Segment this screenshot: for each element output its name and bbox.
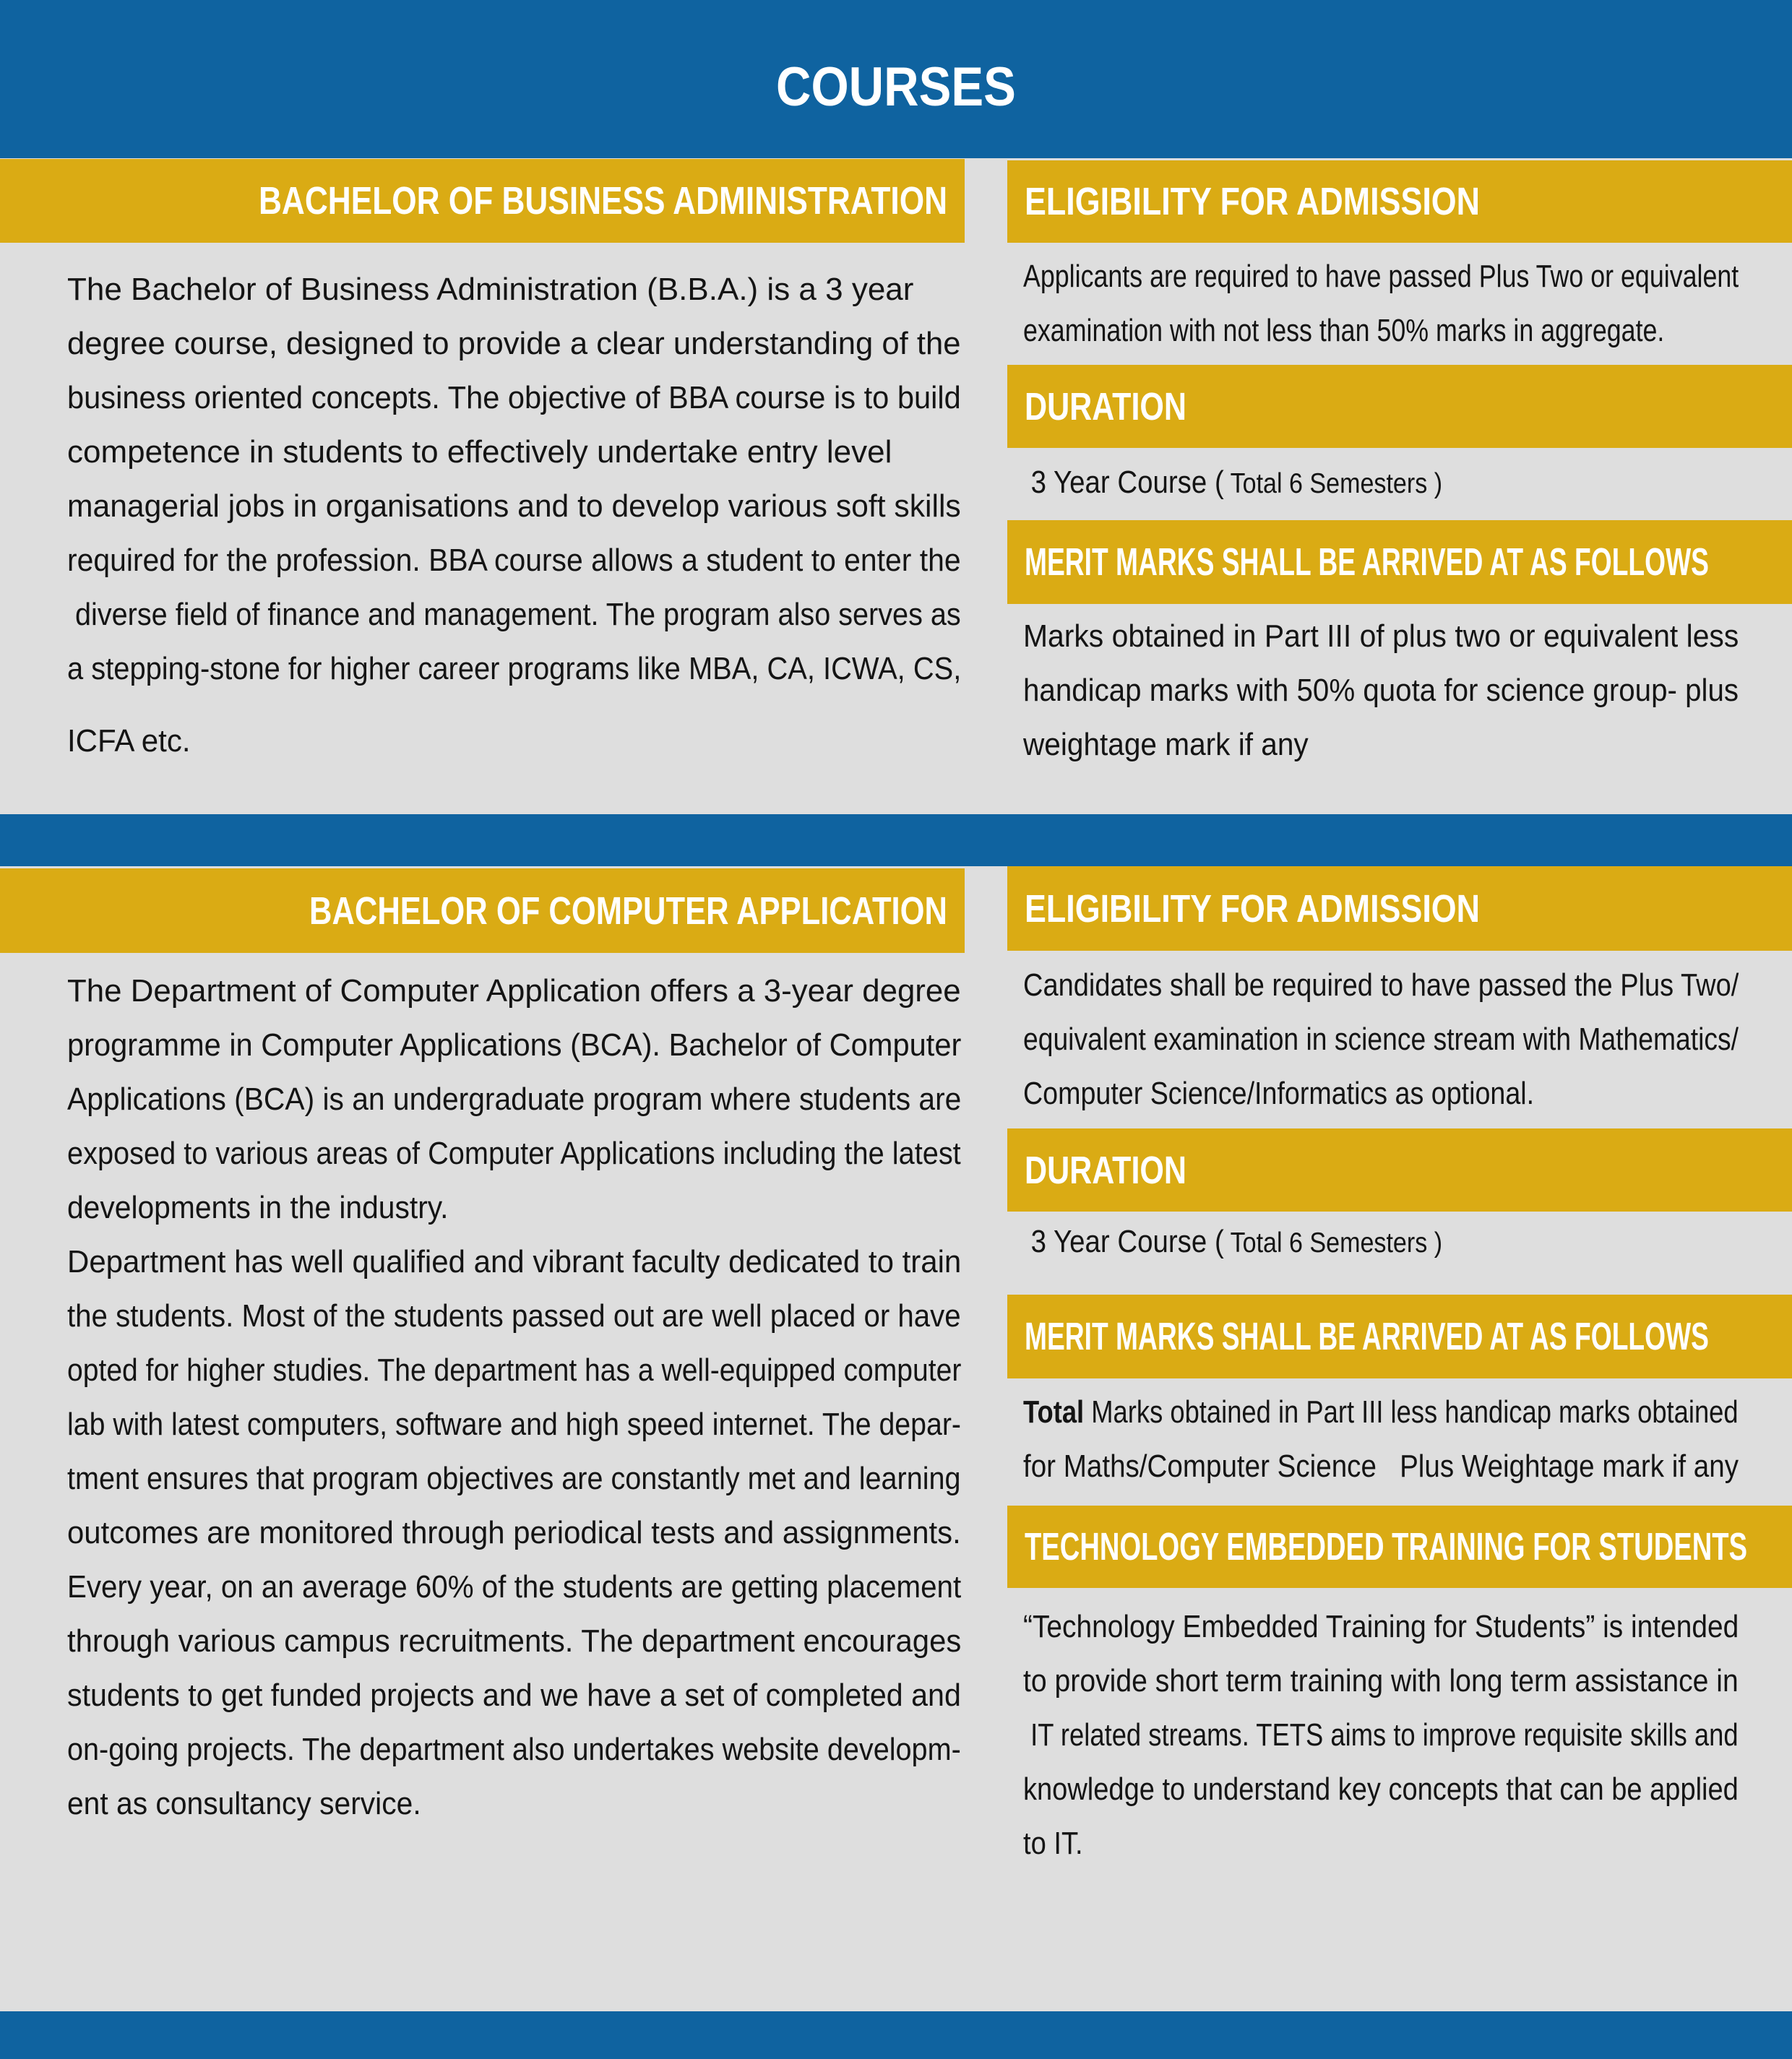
tets-heading: TECHNOLOGY EMBEDDED TRAINING FOR STUDENTS (1025, 1525, 1748, 1568)
merit-line-rest: Marks obtained in Part III less handicap marks obtained (1084, 1394, 1739, 1430)
line-text: knowledge to understand key concepts that can be applied (1023, 1771, 1739, 1807)
description-line (67, 714, 961, 768)
line-text: Every year, on an average 60% of the students are getting placement (67, 1569, 962, 1605)
eligibility-line (1023, 958, 1739, 1012)
bca-description (67, 964, 961, 1831)
line-text: Applications (BCA) is an undergraduate program where students are (67, 1082, 962, 1117)
line-text: Applicants are required to have passed Plus Two or equivalent (1023, 259, 1739, 294)
bba-eligibility-text (1023, 249, 1739, 358)
eligibility-line (1023, 1066, 1739, 1121)
description-line (67, 1560, 961, 1614)
eligibility-line (1023, 249, 1739, 303)
line-text: a stepping-stone for higher career programs like MBA, CA, ICWA, CS, (67, 651, 962, 686)
description-line (67, 964, 961, 1018)
line-text: ent as consultancy service. (67, 1786, 421, 1821)
line-text: handicap marks with 50% quota for science group- plus (1023, 673, 1739, 708)
description-line (67, 1289, 961, 1343)
line-text: “Technology Embedded Training for Students” is intended (1023, 1609, 1739, 1644)
eligibility-line (1023, 303, 1739, 358)
tets-line (1023, 1654, 1739, 1708)
description-line (67, 587, 961, 642)
description-line (67, 425, 961, 479)
eligibility-line (1023, 1012, 1739, 1066)
bba-merit-text (1023, 609, 1739, 772)
line-text: developments in the industry. (67, 1190, 449, 1225)
line-text: outcomes are monitored through periodical tests and assignments. (67, 1515, 961, 1550)
description-line (67, 533, 961, 587)
tets-line (1023, 1708, 1739, 1762)
description-line (67, 262, 961, 316)
description-line (67, 1126, 961, 1180)
bca-eligibility-heading-bar (1007, 866, 1792, 951)
description-line (67, 642, 961, 696)
bba-description (67, 262, 961, 768)
bba-eligibility-heading-bar (1007, 160, 1792, 243)
duration-value (1023, 455, 1442, 511)
merit-line (1023, 663, 1739, 717)
bca-merit-text (1023, 1385, 1739, 1493)
duration-detail: Total 6 Semesters ) (1223, 1227, 1443, 1259)
line-text: equivalent examination in science stream with Mathematics/ (1023, 1022, 1739, 1057)
tets-line (1023, 1600, 1739, 1654)
line-text (1023, 1385, 1739, 1439)
duration-heading: DURATION (1025, 1148, 1186, 1192)
line-text: required for the profession. BBA course allows a student to enter the (67, 543, 961, 578)
duration-line (1023, 455, 1442, 509)
tets-line (1023, 1762, 1739, 1816)
bba-duration-text (1023, 455, 1442, 509)
line-text: The Department of Computer Application offers a 3-year degree (67, 973, 961, 1009)
footer-band (0, 2011, 1792, 2059)
bca-eligibility-text (1023, 958, 1739, 1121)
bca-heading: BACHELOR OF COMPUTER APPLICATION (309, 889, 947, 933)
merit-heading: MERIT MARKS SHALL BE ARRIVED AT AS FOLLOWS (1025, 540, 1709, 584)
line-text: The Bachelor of Business Administration (B.B.A.) is a 3 year (67, 272, 914, 307)
description-line (67, 1235, 961, 1289)
description-line (67, 371, 961, 425)
duration-heading: DURATION (1025, 384, 1186, 428)
page-title: COURSES (776, 56, 1016, 118)
line-text: Marks obtained in Part III of plus two or equivalent less (1023, 618, 1739, 654)
tets-heading-bar (1007, 1506, 1792, 1588)
line-text: diverse field of finance and management. The program also serves as (67, 597, 961, 632)
line-text: managerial jobs in organisations and to develop various soft skills (67, 488, 961, 524)
line-text: students to get funded projects and we have a set of completed and (67, 1678, 961, 1713)
merit-line (1023, 717, 1739, 772)
line-text: the students. Most of the students passed out are well placed or have (67, 1298, 961, 1334)
duration-main: 3 Year Course ( (1023, 1224, 1224, 1259)
line-text: programme in Computer Applications (BCA). Bachelor of Computer (67, 1027, 962, 1063)
bca-duration-text (1023, 1214, 1442, 1269)
description-line (67, 1668, 961, 1722)
description-line (67, 1180, 961, 1235)
eligibility-heading: ELIGIBILITY FOR ADMISSION (1025, 886, 1481, 931)
duration-detail: Total 6 Semesters ) (1223, 468, 1443, 499)
line-text: IT related streams. TETS aims to improve requisite skills and (1023, 1717, 1739, 1753)
line-text: Candidates shall be required to have passed the Plus Two/ (1023, 967, 1739, 1003)
description-line (67, 1018, 961, 1072)
description-line (67, 1343, 961, 1397)
line-text: ICFA etc. (67, 723, 191, 759)
bba-duration-heading-bar (1007, 365, 1792, 448)
bba-merit-heading-bar (1007, 520, 1792, 604)
bba-heading-bar (0, 159, 965, 243)
bca-duration-heading-bar (1007, 1128, 1792, 1212)
page-title-wrap (0, 56, 1792, 118)
line-text: Computer Science/Informatics as optional. (1023, 1076, 1535, 1111)
merit-bold-lead: Total (1023, 1394, 1085, 1430)
bba-heading: BACHELOR OF BUSINESS ADMINISTRATION (258, 179, 947, 223)
duration-line (1023, 1214, 1442, 1269)
line-text: on-going projects. The department also undertakes website developm- (67, 1732, 961, 1767)
merit-line (1023, 609, 1739, 663)
merit-line (1023, 1439, 1739, 1493)
line-text: business oriented concepts. The objective of BBA course is to build (67, 380, 961, 415)
bca-heading-bar (0, 868, 965, 953)
line-text: degree course, designed to provide a clear understanding of the (67, 326, 961, 361)
line-text: examination with not less than 50% marks in aggregate. (1023, 313, 1665, 348)
line-text: exposed to various areas of Computer Applications including the latest (67, 1136, 961, 1171)
description-line (67, 1506, 961, 1560)
duration-main: 3 Year Course ( (1023, 465, 1224, 500)
merit-heading: MERIT MARKS SHALL BE ARRIVED AT AS FOLLOWS (1025, 1315, 1709, 1358)
tets-text (1023, 1600, 1739, 1870)
line-text: for Maths/Computer Science Plus Weightage mark if any (1023, 1449, 1739, 1484)
tets-line (1023, 1816, 1739, 1870)
eligibility-heading: ELIGIBILITY FOR ADMISSION (1025, 180, 1481, 223)
line-text: through various campus recruitments. The department encourages (67, 1623, 962, 1659)
line-text: to IT. (1023, 1826, 1083, 1861)
description-line (67, 1722, 961, 1777)
line-text: competence in students to effectively undertake entry level (67, 434, 892, 470)
line-text: Department has well qualified and vibrant faculty dedicated to train (67, 1244, 962, 1279)
section-divider-band (0, 814, 1792, 866)
bca-merit-heading-bar (1007, 1295, 1792, 1378)
description-line (67, 1397, 961, 1451)
description-line (67, 316, 961, 371)
description-line (67, 1072, 961, 1126)
description-line (67, 479, 961, 533)
merit-line (1023, 1385, 1739, 1439)
description-line (67, 1451, 961, 1506)
line-text: weightage mark if any (1023, 727, 1309, 762)
line-text: lab with latest computers, software and high speed internet. The depar- (67, 1407, 961, 1442)
duration-value (1023, 1214, 1442, 1270)
description-line (67, 1777, 961, 1831)
line-text: tment ensures that program objectives are constantly met and learning (67, 1461, 961, 1496)
line-text: opted for higher studies. The department has a well-equipped computer (67, 1352, 962, 1388)
description-line (67, 1614, 961, 1668)
line-text: to provide short term training with long term assistance in (1023, 1663, 1739, 1698)
